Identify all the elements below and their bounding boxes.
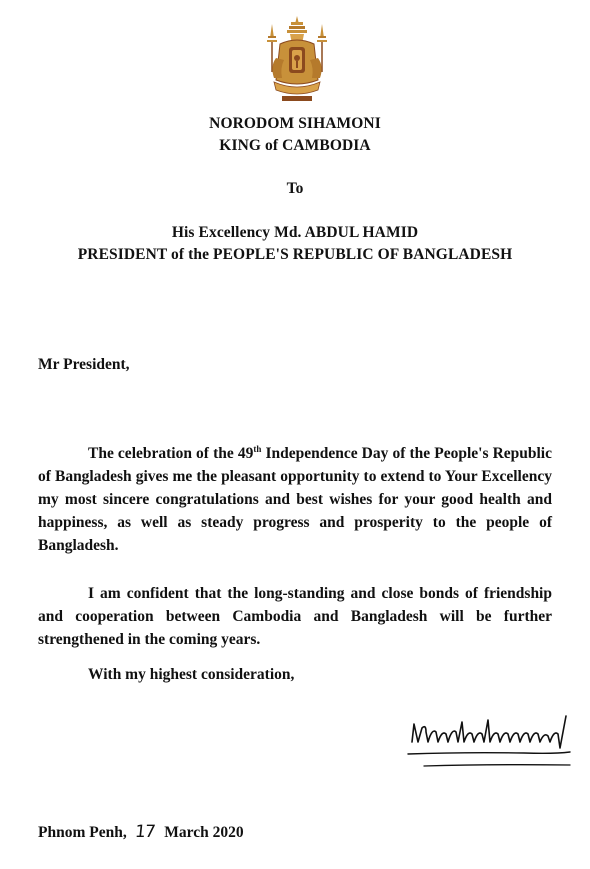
sender-title: KING of CAMBODIA bbox=[219, 137, 371, 154]
place: Phnom Penh, bbox=[38, 824, 127, 841]
body-paragraph-1 bbox=[38, 442, 552, 557]
handwritten-signature bbox=[404, 708, 576, 772]
place-date-line bbox=[38, 822, 244, 842]
handwritten-day: 17 bbox=[133, 822, 156, 842]
sender-block bbox=[0, 113, 590, 157]
to-label: To bbox=[286, 180, 304, 197]
closing-line: With my highest consideration, bbox=[88, 666, 295, 683]
month-year: March 2020 bbox=[164, 824, 244, 841]
paragraph-1-rest: Independence Day of the People's Republic of Bangladesh gives me the pleasant opportunity to extend to Your Excellency my most sincere congratulations and best wishes for your good health and happiness, as well as steady progress and prosperity to the people of Bangladesh. bbox=[38, 445, 552, 554]
ordinal-suffix: th bbox=[253, 443, 262, 454]
salutation: Mr President, bbox=[38, 356, 130, 373]
body-paragraph-2: I am confident that the long-standing and close bonds of friendship and cooperation between Cambodia and Bangladesh will be further strengthened in the coming years. bbox=[38, 585, 552, 648]
royal-coat-of-arms-icon bbox=[262, 14, 332, 104]
recipient-block bbox=[0, 222, 590, 266]
recipient-name: His Excellency Md. ABDUL HAMID bbox=[171, 224, 419, 241]
recipient-title: PRESIDENT of the PEOPLE'S REPUBLIC OF BANGLADESH bbox=[77, 246, 513, 263]
paragraph-1-start: The celebration of the 49 bbox=[88, 445, 254, 462]
sender-name: NORODOM SIHAMONI bbox=[209, 115, 381, 132]
